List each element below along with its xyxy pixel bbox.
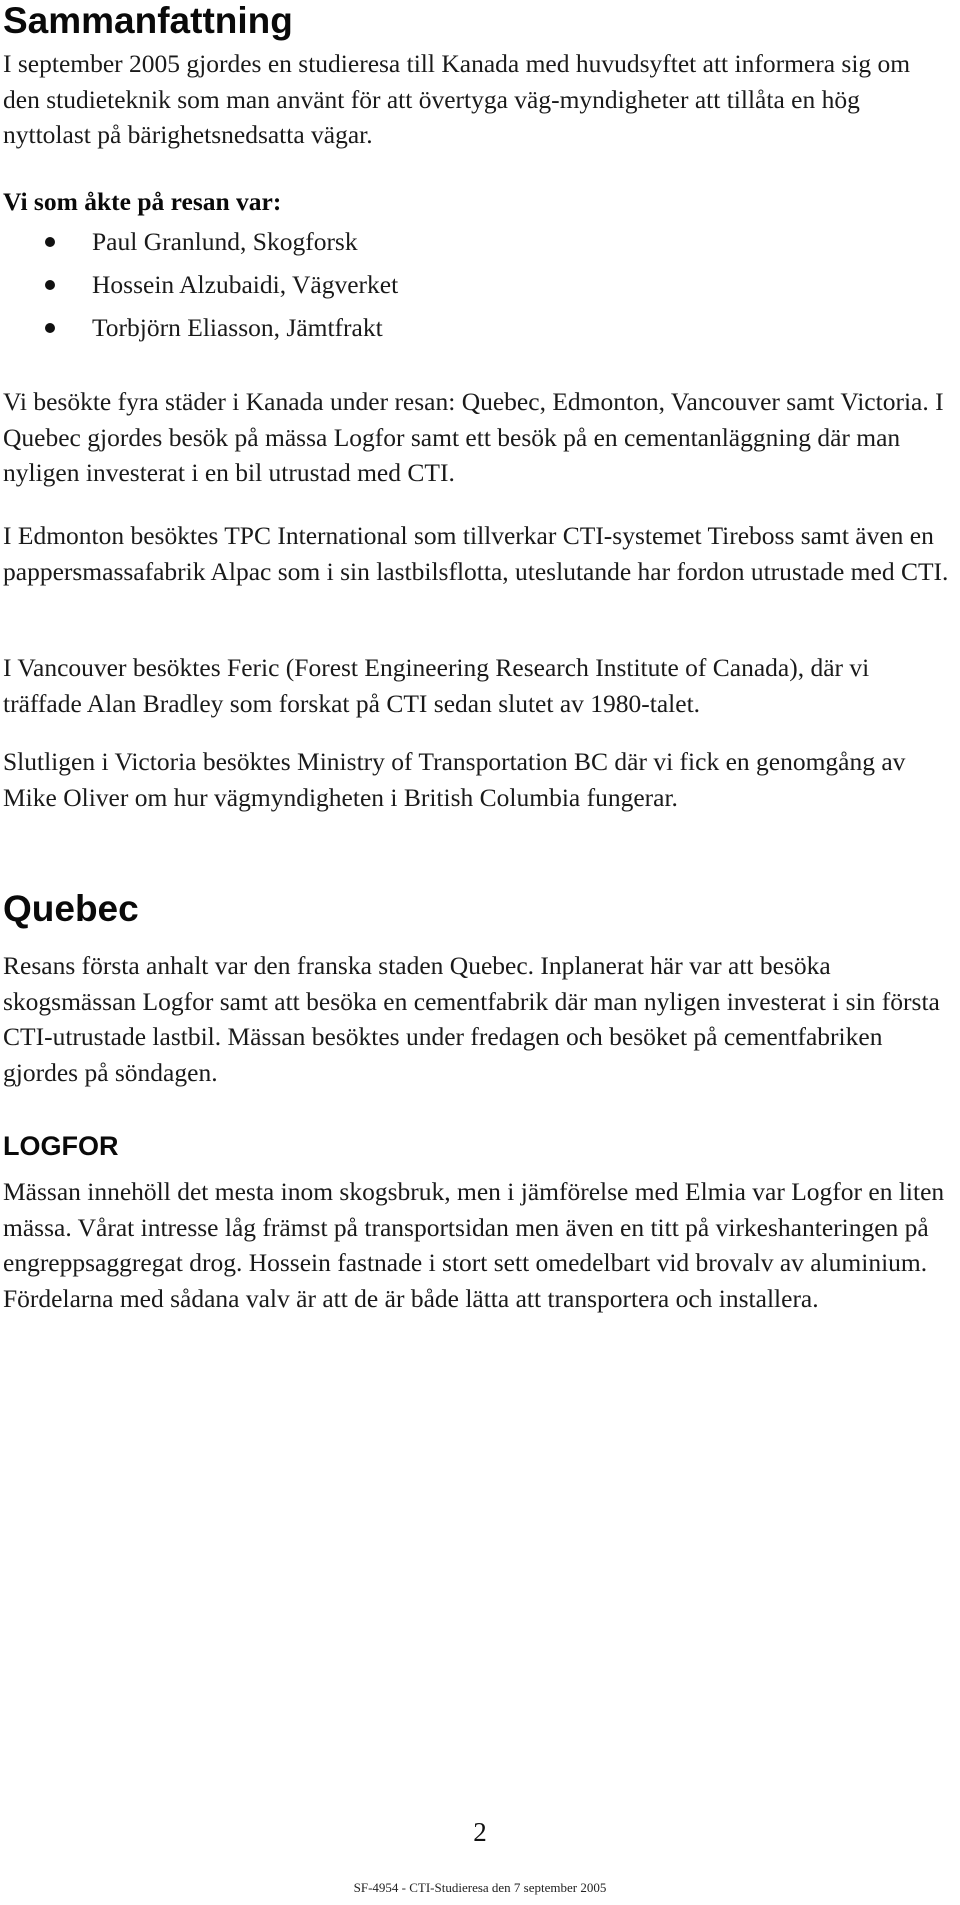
paragraph-logfor: Mässan innehöll det mesta inom skogsbruk, men i jämförelse med Elmia var Logfor en liten mässa. Vårat intresse låg främst på transportsidan men även en titt på virkeshanteringen på engreppsaggregat drog. Hossein fastnade i stort sett omedelbart vid brovalv av aluminium. Fördelarna med sådana valv är att de är både lätta att transportera och installera.	[3, 1177, 945, 1313]
participants-heading: Vi som åkte på resan var:	[3, 187, 282, 216]
paragraph-victoria: Slutligen i Victoria besöktes Ministry of Transportation BC där vi fick en genomgång av Mike Oliver om hur vägmyndigheten i British Columbia fungerar.	[3, 747, 906, 812]
participant-name: Paul Granlund, Skogforsk	[92, 227, 358, 256]
heading-sammanfattning: Sammanfattning	[3, 0, 293, 41]
page-number: 2	[473, 1817, 487, 1847]
page-footer: SF-4954 - CTI-Studieresa den 7 september 2005	[353, 1880, 607, 1895]
paragraph-quebec: Resans första anhalt var den franska staden Quebec. Inplanerat här var att besöka skogsmässan Logfor samt att besöka en cementfabrik där man nyligen investerat i sin första CTI-utrustade lastbil. Mässan besöktes under fredagen och besöket på cementfabriken gjordes på söndagen.	[3, 951, 940, 1087]
intro-paragraph: I september 2005 gjordes en studieresa till Kanada med huvudsyftet att informera sig om den studieteknik som man använt för att övertyga väg-myndigheter att tillåta en hög nyttolast på bärighetsnedsatta vägar.	[3, 49, 911, 149]
participant-name: Torbjörn Eliasson, Jämtfrakt	[92, 313, 383, 342]
bullet-icon	[45, 323, 55, 333]
bullet-icon	[45, 237, 55, 247]
paragraph-cities: Vi besökte fyra städer i Kanada under resan: Quebec, Edmonton, Vancouver samt Victoria. I Quebec gjordes besök på mässa Logfor samt ett besök på en cementanläggning där man nyligen investerat i en bil utrustad med CTI.	[3, 387, 944, 487]
heading-quebec: Quebec	[3, 888, 139, 929]
heading-logfor: LOGFOR	[3, 1131, 119, 1161]
paragraph-edmonton: I Edmonton besöktes TPC International som tillverkar CTI-systemet Tireboss samt även en pappersmassafabrik Alpac som i sin lastbilsflotta, uteslutande har fordon utrustade med CTI.	[3, 521, 949, 586]
bullet-icon	[45, 280, 55, 290]
participant-name: Hossein Alzubaidi, Vägverket	[92, 270, 399, 299]
paragraph-vancouver: I Vancouver besöktes Feric (Forest Engineering Research Institute of Canada), där vi träffade Alan Bradley som forskat på CTI sedan slutet av 1980-talet.	[3, 653, 870, 718]
